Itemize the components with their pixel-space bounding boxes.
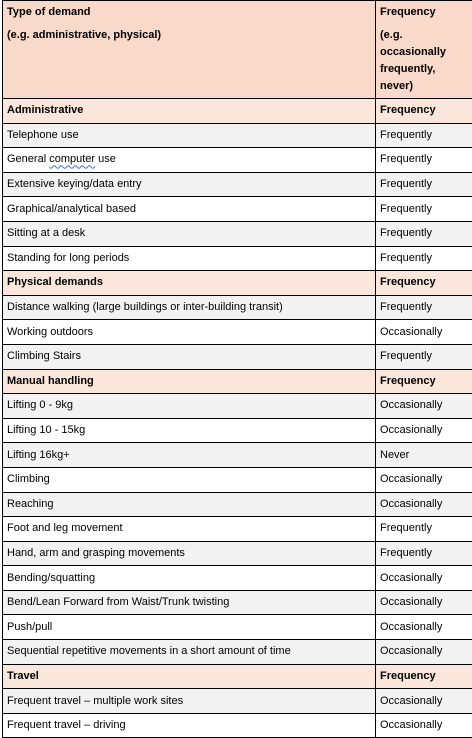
table-row — [3, 590, 472, 615]
demands-table-wrapper — [2, 0, 472, 738]
demands-table-body — [3, 1, 472, 738]
table-row — [3, 713, 472, 738]
table-row — [3, 615, 472, 640]
table-row — [3, 295, 472, 320]
table-row — [3, 418, 472, 443]
table-row — [3, 172, 472, 197]
section-title: Manual handling — [3, 369, 376, 394]
demand-cell: General computer use — [3, 148, 376, 173]
demand-cell: Lifting 10 - 15kg — [3, 418, 376, 443]
table-row — [3, 517, 472, 542]
section-header-row — [3, 664, 472, 689]
table-row — [3, 246, 472, 271]
header-frequency-cell — [376, 1, 472, 99]
demand-cell: Extensive keying/data entry — [3, 172, 376, 197]
demand-cell: Frequent travel – driving — [3, 713, 376, 738]
demand-cell: Foot and leg movement — [3, 517, 376, 542]
header-demand-title: Type of demand — [7, 6, 91, 18]
frequency-cell: Frequently — [376, 344, 472, 369]
demands-table — [2, 0, 472, 738]
frequency-cell: Occasionally — [376, 418, 472, 443]
table-row — [3, 492, 472, 517]
frequency-cell: Occasionally — [376, 615, 472, 640]
demand-cell: Working outdoors — [3, 320, 376, 345]
section-header-row — [3, 271, 472, 296]
header-demand-subtitle: (e.g. administrative, physical) — [7, 29, 161, 41]
frequency-cell: Occasionally — [376, 640, 472, 665]
table-row — [3, 148, 472, 173]
frequency-cell: Frequently — [376, 148, 472, 173]
frequency-cell: Frequently — [376, 295, 472, 320]
frequency-cell: Frequently — [376, 221, 472, 246]
table-row — [3, 344, 472, 369]
section-title: Administrative — [3, 99, 376, 124]
section-title: Physical demands — [3, 271, 376, 296]
demand-cell: Frequent travel – multiple work sites — [3, 689, 376, 714]
frequency-cell: Occasionally — [376, 492, 472, 517]
table-row — [3, 689, 472, 714]
table-row — [3, 566, 472, 591]
demand-cell: Sequential repetitive movements in a short amount of time — [3, 640, 376, 665]
demand-cell: Standing for long periods — [3, 246, 376, 271]
demand-cell: Reaching — [3, 492, 376, 517]
frequency-cell: Occasionally — [376, 394, 472, 419]
demand-cell: Hand, arm and grasping movements — [3, 541, 376, 566]
table-row — [3, 640, 472, 665]
table-row — [3, 320, 472, 345]
table-row — [3, 221, 472, 246]
frequency-cell: Frequently — [376, 123, 472, 148]
table-header-row — [3, 1, 472, 99]
frequency-cell: Occasionally — [376, 566, 472, 591]
frequency-cell: Frequently — [376, 517, 472, 542]
header-frequency-subtitle: (e.g. occasionally frequently, never) — [380, 29, 446, 92]
demand-cell: Bend/Lean Forward from Waist/Trunk twisting — [3, 590, 376, 615]
section-frequency-header: Frequency — [376, 271, 472, 296]
frequency-cell: Occasionally — [376, 467, 472, 492]
header-demand-cell — [3, 1, 376, 99]
demand-cell: Lifting 0 - 9kg — [3, 394, 376, 419]
demand-cell: Telephone use — [3, 123, 376, 148]
section-frequency-header: Frequency — [376, 369, 472, 394]
demand-cell: Bending/squatting — [3, 566, 376, 591]
section-frequency-header: Frequency — [376, 664, 472, 689]
demand-cell: Distance walking (large buildings or inter-building transit) — [3, 295, 376, 320]
frequency-cell: Frequently — [376, 541, 472, 566]
frequency-cell: Occasionally — [376, 713, 472, 738]
table-row — [3, 197, 472, 222]
section-frequency-header: Frequency — [376, 99, 472, 124]
demand-cell: Lifting 16kg+ — [3, 443, 376, 468]
frequency-cell: Never — [376, 443, 472, 468]
demand-cell: Push/pull — [3, 615, 376, 640]
table-row — [3, 394, 472, 419]
section-header-row — [3, 369, 472, 394]
table-row — [3, 443, 472, 468]
frequency-cell: Frequently — [376, 172, 472, 197]
frequency-cell: Occasionally — [376, 689, 472, 714]
frequency-cell: Frequently — [376, 246, 472, 271]
table-row — [3, 123, 472, 148]
table-row — [3, 467, 472, 492]
frequency-cell: Frequently — [376, 197, 472, 222]
frequency-cell: Occasionally — [376, 590, 472, 615]
table-row — [3, 541, 472, 566]
section-title: Travel — [3, 664, 376, 689]
demand-cell: Graphical/analytical based — [3, 197, 376, 222]
demand-cell: Climbing Stairs — [3, 344, 376, 369]
frequency-cell: Occasionally — [376, 320, 472, 345]
demand-cell: Sitting at a desk — [3, 221, 376, 246]
section-header-row — [3, 99, 472, 124]
demand-cell: Climbing — [3, 467, 376, 492]
header-frequency-title: Frequency — [380, 6, 436, 18]
